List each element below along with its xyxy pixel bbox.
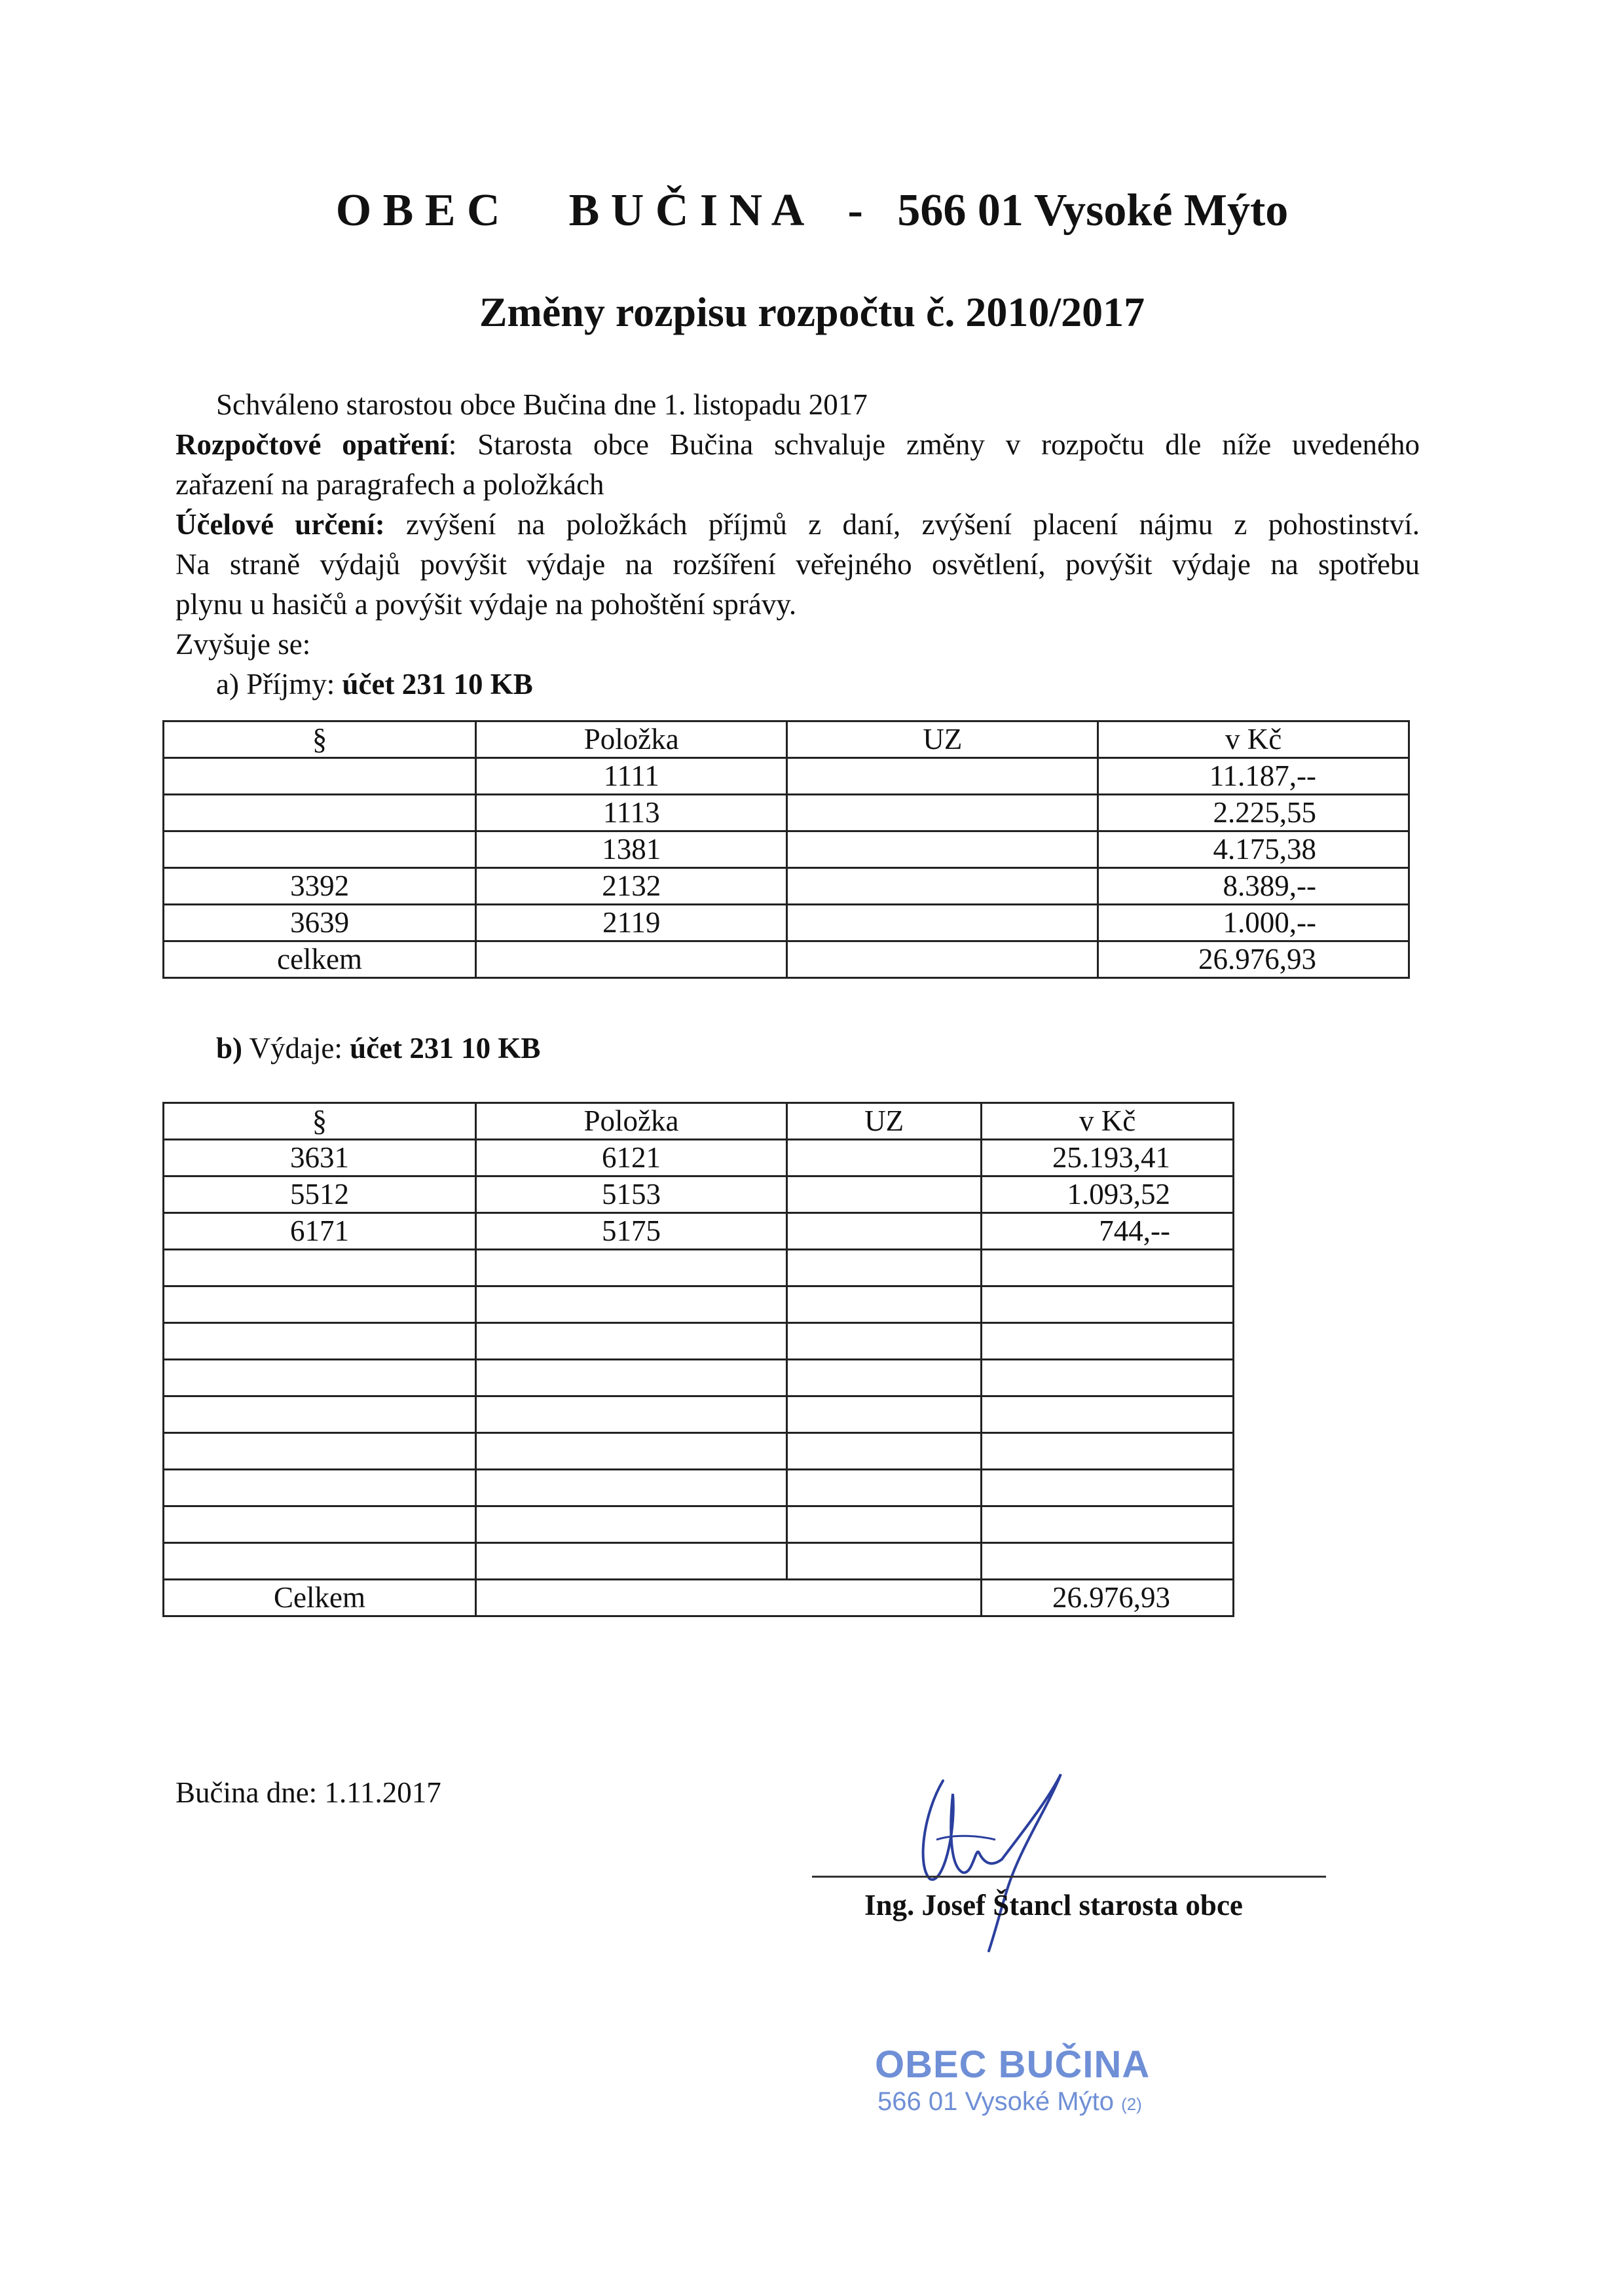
table-cell: 3631	[164, 1140, 476, 1176]
table-cell	[475, 1396, 786, 1433]
table-row	[164, 831, 1409, 868]
table-row	[164, 1286, 1234, 1323]
table-row	[164, 1433, 1234, 1470]
table-cell	[164, 758, 476, 795]
table-cell	[787, 1286, 982, 1323]
table-cell: 1381	[476, 831, 787, 868]
table-cell	[982, 1396, 1234, 1433]
table-cell	[787, 1470, 982, 1506]
total-label: Celkem	[164, 1580, 476, 1616]
stamp-number: (2)	[1121, 2094, 1142, 2114]
table-header-row	[164, 721, 1409, 758]
table-cell	[164, 1470, 476, 1506]
table-cell: 3639	[164, 905, 476, 941]
table-cell	[787, 1176, 982, 1213]
table-cell	[787, 831, 1098, 868]
table-cell	[475, 1323, 786, 1360]
stamp-address-text: 566 01 Vysoké Mýto	[877, 2087, 1114, 2116]
table-cell: 11.187,--	[1098, 758, 1409, 795]
table-cell: 1111	[476, 758, 787, 795]
date-line: Bučina dne: 1.11.2017	[175, 1776, 441, 1809]
table-cell	[787, 1213, 982, 1250]
income-account: účet 231 10 KB	[342, 668, 533, 701]
purpose-label: Účelové určení:	[175, 508, 385, 541]
table-row	[164, 905, 1409, 941]
expense-table	[162, 1102, 1234, 1617]
expense-description-line-2: plynu u hasičů a povýšit výdaje na pohoštění správy.	[175, 588, 797, 621]
table-cell	[787, 1250, 982, 1286]
table-cell: 8.389,--	[1098, 868, 1409, 905]
table-cell	[475, 1433, 786, 1470]
table-cell: 744,--	[982, 1213, 1234, 1250]
table-cell	[475, 1470, 786, 1506]
table-cell	[164, 831, 476, 868]
table-row	[164, 1323, 1234, 1360]
measure-line	[175, 425, 1420, 465]
column-header: UZ	[787, 1103, 982, 1140]
column-header: Položka	[476, 721, 787, 758]
table-cell	[982, 1506, 1234, 1543]
header-name: B U Č I N A	[568, 185, 802, 236]
table-cell	[164, 1396, 476, 1433]
table-cell	[982, 1323, 1234, 1360]
table-row	[164, 1506, 1234, 1543]
table-row	[164, 1250, 1234, 1286]
table-cell: 2119	[476, 905, 787, 941]
table-cell: 2132	[476, 868, 787, 905]
table-cell	[164, 1543, 476, 1580]
column-header: §	[164, 1103, 476, 1140]
income-prefix: a) Příjmy:	[216, 668, 335, 701]
table-row	[164, 1470, 1234, 1506]
table-cell	[164, 795, 476, 831]
table-cell	[982, 1543, 1234, 1580]
table-cell	[164, 1323, 476, 1360]
table-row	[164, 1213, 1234, 1250]
table-cell	[787, 1323, 982, 1360]
table-cell	[475, 1360, 786, 1396]
table-cell	[787, 758, 1098, 795]
measure-line-2: zařazení na paragrafech a položkách	[175, 468, 604, 501]
table-cell	[787, 941, 1098, 978]
document-title: Změny rozpisu rozpočtu č. 2010/2017	[479, 289, 1145, 335]
signatory-name: Ing. Josef Štancl starosta obce	[864, 1889, 1243, 1922]
measure-text: Starosta obce Bučina schvaluje změny v rozpočtu dle níže uvedeného	[477, 428, 1420, 461]
table-cell: 6171	[164, 1213, 476, 1250]
table-cell	[787, 1433, 982, 1470]
increase-label: Zvyšuje se:	[175, 628, 311, 661]
income-section-label	[216, 665, 533, 704]
table-cell: 1.000,--	[1098, 905, 1409, 941]
table-cell: 1113	[476, 795, 787, 831]
expense-account: účet 231 10 KB	[350, 1032, 541, 1065]
header-separator: -	[847, 185, 863, 236]
table-cell: 5175	[475, 1213, 786, 1250]
column-header: v Kč	[1098, 721, 1409, 758]
table-cell	[787, 795, 1098, 831]
table-cell	[787, 1360, 982, 1396]
table-cell	[787, 905, 1098, 941]
table-row	[164, 758, 1409, 795]
table-cell	[982, 1360, 1234, 1396]
table-row	[164, 1360, 1234, 1396]
column-header: UZ	[787, 721, 1098, 758]
purpose-line	[175, 505, 1420, 545]
table-row	[164, 1176, 1234, 1213]
table-cell	[476, 941, 787, 978]
table-cell	[164, 1250, 476, 1286]
stamp-address	[877, 2087, 1142, 2117]
table-cell	[982, 1470, 1234, 1506]
table-cell: 25.193,41	[982, 1140, 1234, 1176]
table-cell	[475, 1250, 786, 1286]
table-header-row	[164, 1103, 1234, 1140]
column-header: §	[164, 721, 476, 758]
column-header: v Kč	[982, 1103, 1234, 1140]
table-cell	[475, 1506, 786, 1543]
expense-word: Výdaje:	[249, 1032, 342, 1065]
table-cell	[787, 1543, 982, 1580]
table-row	[164, 795, 1409, 831]
signature-line	[812, 1876, 1326, 1878]
stamp-title: OBEC BUČINA	[875, 2043, 1151, 2086]
expense-prefix: b)	[216, 1032, 243, 1065]
expense-description-line: Na straně výdajů povýšit výdaje na rozšíření veřejného osvětlení, povýšit výdaje na spotřebu	[175, 548, 1420, 581]
table-row	[164, 1140, 1234, 1176]
table-cell: 26.976,93	[1098, 941, 1409, 978]
header-address: 566 01 Vysoké Mýto	[897, 185, 1289, 236]
table-cell	[787, 1140, 982, 1176]
table-row	[164, 868, 1409, 905]
table-cell: 3392	[164, 868, 476, 905]
table-cell	[164, 1360, 476, 1396]
table-cell	[475, 1543, 786, 1580]
table-cell	[982, 1250, 1234, 1286]
expense-section-label	[216, 1029, 540, 1068]
income-table	[162, 720, 1410, 979]
table-cell	[164, 1506, 476, 1543]
table-cell: 5512	[164, 1176, 476, 1213]
table-cell: 2.225,55	[1098, 795, 1409, 831]
table-cell: celkem	[164, 941, 476, 978]
table-cell	[982, 1433, 1234, 1470]
table-cell	[164, 1286, 476, 1323]
table-cell	[164, 1433, 476, 1470]
table-cell	[982, 1286, 1234, 1323]
table-cell	[475, 1580, 981, 1616]
column-header: Položka	[475, 1103, 786, 1140]
table-cell: 4.175,38	[1098, 831, 1409, 868]
purpose-text: zvýšení na položkách příjmů z daní, zvýšení placení nájmu z pohostinství.	[406, 508, 1420, 541]
table-cell: 6121	[475, 1140, 786, 1176]
table-row	[164, 1396, 1234, 1433]
header-obec: O B E C	[335, 185, 500, 236]
table-cell	[475, 1286, 786, 1323]
table-cell	[787, 868, 1098, 905]
table-row	[164, 1543, 1234, 1580]
signature-icon	[897, 1755, 1094, 1958]
total-row	[164, 1580, 1234, 1616]
table-row	[164, 941, 1409, 978]
total-value: 26.976,93	[982, 1580, 1234, 1616]
table-cell	[787, 1396, 982, 1433]
document-header	[0, 185, 1624, 237]
table-cell: 5153	[475, 1176, 786, 1213]
measure-label: Rozpočtové opatření	[175, 428, 449, 461]
approval-line: Schváleno starostou obce Bučina dne 1. listopadu 2017	[216, 388, 868, 421]
table-cell	[787, 1506, 982, 1543]
table-cell: 1.093,52	[982, 1176, 1234, 1213]
measure-colon: :	[448, 428, 457, 461]
